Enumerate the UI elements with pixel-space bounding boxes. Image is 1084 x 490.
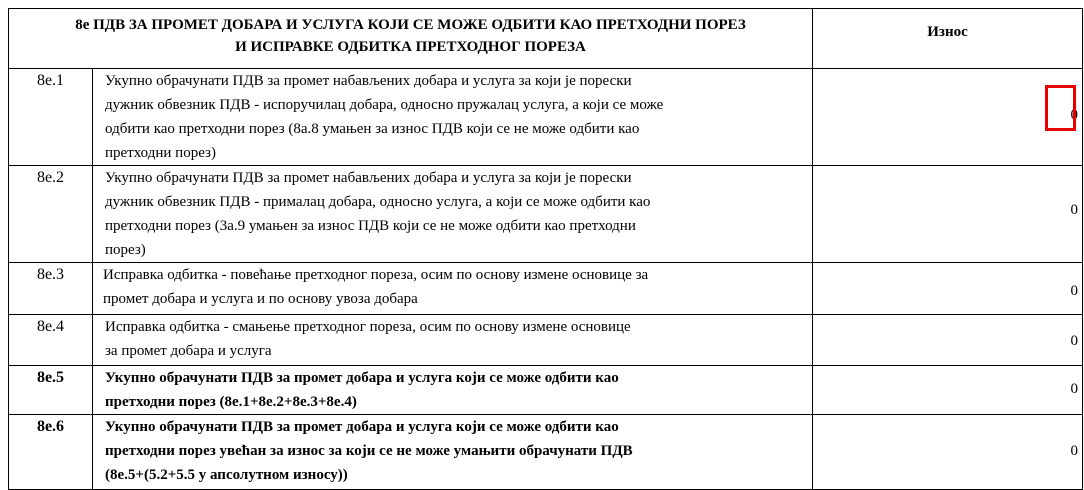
vat-deduction-table bbox=[8, 8, 1083, 490]
description-line: одбити као претходни порез (8а.8 умањен за износ ПДВ који се не може одбити као bbox=[105, 121, 640, 137]
description-line: промет добара и услуга и по основу увоза добара bbox=[103, 291, 418, 307]
description-line: Исправка одбитка - повећање претходног пореза, осим по основу измене основице за bbox=[103, 267, 649, 283]
table-row bbox=[9, 366, 1083, 415]
description-line: дужник обвезник ПДВ - испоручилац добара, односно пружалац услуга, а који се може bbox=[105, 97, 664, 113]
row-code: 8е.2 bbox=[9, 166, 93, 263]
amount-value: 0 bbox=[1070, 202, 1078, 218]
description-line: претходни порез) bbox=[105, 145, 216, 161]
row-description bbox=[93, 263, 813, 315]
description-line: (8е.5+(5.2+5.5 у апсолутном износу)) bbox=[105, 467, 348, 483]
table-row bbox=[9, 415, 1083, 490]
description-line: претходни порез (8е.1+8е.2+8е.3+8е.4) bbox=[105, 394, 357, 410]
description-line: Укупно обрачунати ПДВ за промет набављених добара и услуга за који је порески bbox=[105, 73, 632, 89]
table-row bbox=[9, 315, 1083, 366]
amount-value: 0 bbox=[1070, 283, 1078, 299]
description-line: Укупно обрачунати ПДВ за промет набављених добара и услуга за који је порески bbox=[105, 170, 632, 186]
description-line: Исправка одбитка - смањење претходног пореза, осим по основу измене основице bbox=[105, 319, 631, 335]
description-line: претходни порез (3а.9 умањен за износ ПДВ који се не може одбити као претходни bbox=[105, 218, 636, 234]
table-row bbox=[9, 263, 1083, 315]
row-code: 8е.1 bbox=[9, 69, 93, 166]
description-line: за промет добара и услуга bbox=[105, 343, 272, 359]
description-line: дужник обвезник ПДВ - прималац добара, односно услуга, а који се може одбити као bbox=[105, 194, 651, 210]
amount-value: 0 bbox=[1070, 333, 1078, 349]
description-line: порез) bbox=[105, 242, 146, 258]
amount-cell[interactable] bbox=[813, 263, 1083, 315]
row-description bbox=[93, 166, 813, 263]
description-line: Укупно обрачунати ПДВ за промет добара и услуга који се може одбити као bbox=[105, 370, 619, 386]
section-title-line-1: 8е ПДВ ЗА ПРОМЕТ ДОБАРА И УСЛУГА КОЈИ СЕ МОЖЕ ОДБИТИ КАО ПРЕТХОДНИ ПОРЕЗ bbox=[75, 17, 746, 33]
amount-cell[interactable] bbox=[813, 166, 1083, 263]
amount-cell[interactable] bbox=[813, 69, 1083, 166]
row-code: 8е.5 bbox=[9, 366, 93, 415]
highlight-box bbox=[1045, 85, 1076, 131]
section-title bbox=[9, 9, 813, 69]
table-row bbox=[9, 166, 1083, 263]
table-header-row bbox=[9, 9, 1083, 69]
section-title-line-2: И ИСПРАВКЕ ОДБИТКА ПРЕТХОДНОГ ПОРЕЗА bbox=[235, 39, 586, 55]
row-code: 8е.4 bbox=[9, 315, 93, 366]
description-line: Укупно обрачунати ПДВ за промет добара и услуга који се може одбити као bbox=[105, 419, 619, 435]
amount-value: 0 bbox=[1070, 107, 1078, 123]
row-description bbox=[93, 69, 813, 166]
row-description bbox=[93, 315, 813, 366]
row-code: 8е.3 bbox=[9, 263, 93, 315]
description-line: претходни порез увећан за износ за који се не може умањити обрачунати ПДВ bbox=[105, 443, 633, 459]
table-row bbox=[9, 69, 1083, 166]
amount-cell[interactable] bbox=[813, 415, 1083, 490]
row-code: 8е.6 bbox=[9, 415, 93, 490]
amount-value: 0 bbox=[1070, 443, 1078, 459]
row-description bbox=[93, 415, 813, 490]
amount-column-header: Износ bbox=[813, 9, 1083, 69]
amount-cell[interactable] bbox=[813, 315, 1083, 366]
amount-cell[interactable] bbox=[813, 366, 1083, 415]
amount-value: 0 bbox=[1070, 381, 1078, 397]
row-description bbox=[93, 366, 813, 415]
